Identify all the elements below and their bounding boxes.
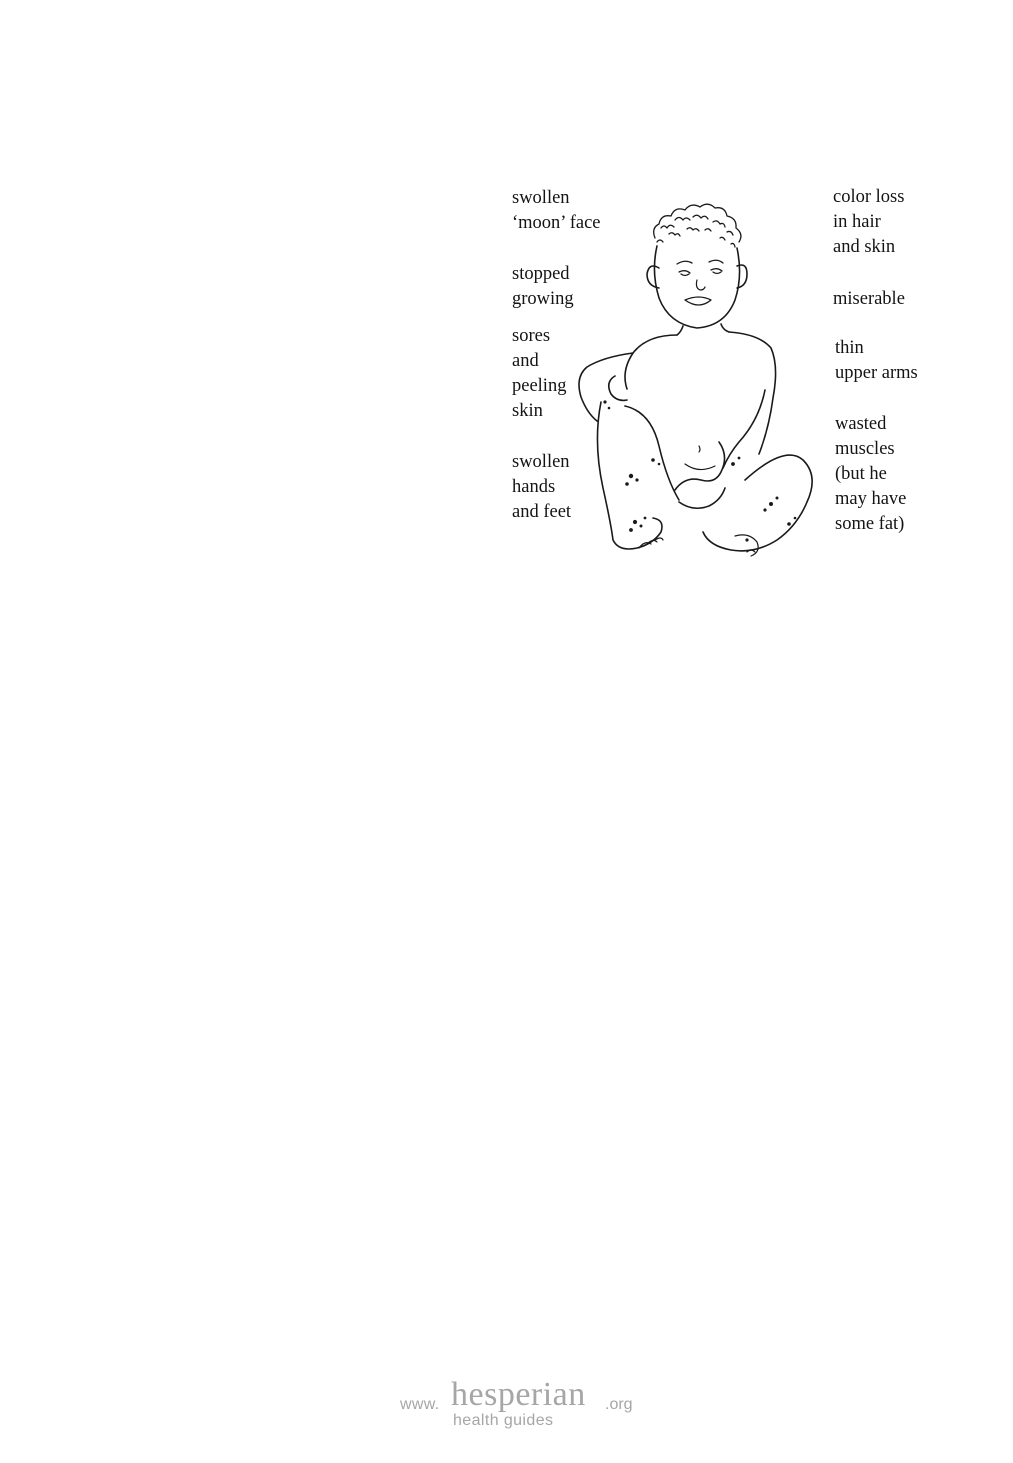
- label-line: peeling: [512, 376, 567, 396]
- label-line: in hair: [833, 212, 881, 232]
- hands-in-lap: [675, 442, 725, 508]
- label-line: and: [512, 351, 539, 371]
- skin-sores: [603, 400, 796, 541]
- left-leg: [597, 402, 679, 549]
- footer-brand: [395, 1376, 655, 1430]
- label-color-loss: [833, 185, 904, 260]
- label-line: thin: [835, 338, 864, 358]
- footer-tagline: health guides: [453, 1412, 554, 1429]
- label-line: color loss: [833, 187, 905, 207]
- right-arm: [723, 390, 765, 468]
- label-line: and skin: [833, 237, 896, 257]
- hair-curls: [654, 204, 741, 247]
- eyebrows: [677, 260, 723, 264]
- label-line: growing: [512, 289, 574, 309]
- left-arm: [579, 353, 633, 421]
- torso-outline: [625, 332, 776, 454]
- label-line: hands: [512, 477, 556, 497]
- right-leg: [703, 455, 812, 551]
- label-line: may have: [835, 489, 907, 509]
- label-line: (but he: [835, 464, 887, 484]
- label-line: miserable: [833, 289, 905, 309]
- left-ear: [647, 266, 659, 288]
- label-line: muscles: [835, 439, 895, 459]
- footer-brand-name: hesperian: [451, 1376, 586, 1413]
- footer-prefix: www.: [400, 1396, 440, 1413]
- label-sores-peeling-skin: [512, 324, 566, 424]
- label-line: sores: [512, 326, 551, 346]
- mouth: [685, 297, 711, 305]
- label-line: swollen: [512, 452, 570, 472]
- right-foot: [735, 535, 758, 556]
- label-stopped-growing: [512, 262, 574, 312]
- label-line: swollen: [512, 188, 570, 208]
- label-line: some fat): [835, 514, 905, 534]
- label-line: and feet: [512, 502, 572, 522]
- label-line: ‘moon’ face: [512, 213, 601, 233]
- label-line: stopped: [512, 264, 570, 284]
- child-sitting-illustration: [575, 180, 835, 572]
- label-swollen-hands-feet: [512, 450, 571, 525]
- label-miserable: [833, 287, 905, 312]
- eyes: [679, 269, 722, 276]
- label-line: skin: [512, 401, 543, 421]
- label-thin-upper-arms: [835, 336, 918, 386]
- footer-suffix: .org: [605, 1396, 633, 1413]
- label-line: upper arms: [835, 363, 918, 383]
- label-wasted-muscles: [835, 412, 906, 537]
- belly: [685, 446, 715, 470]
- nose: [696, 280, 705, 290]
- label-line: wasted: [835, 414, 887, 434]
